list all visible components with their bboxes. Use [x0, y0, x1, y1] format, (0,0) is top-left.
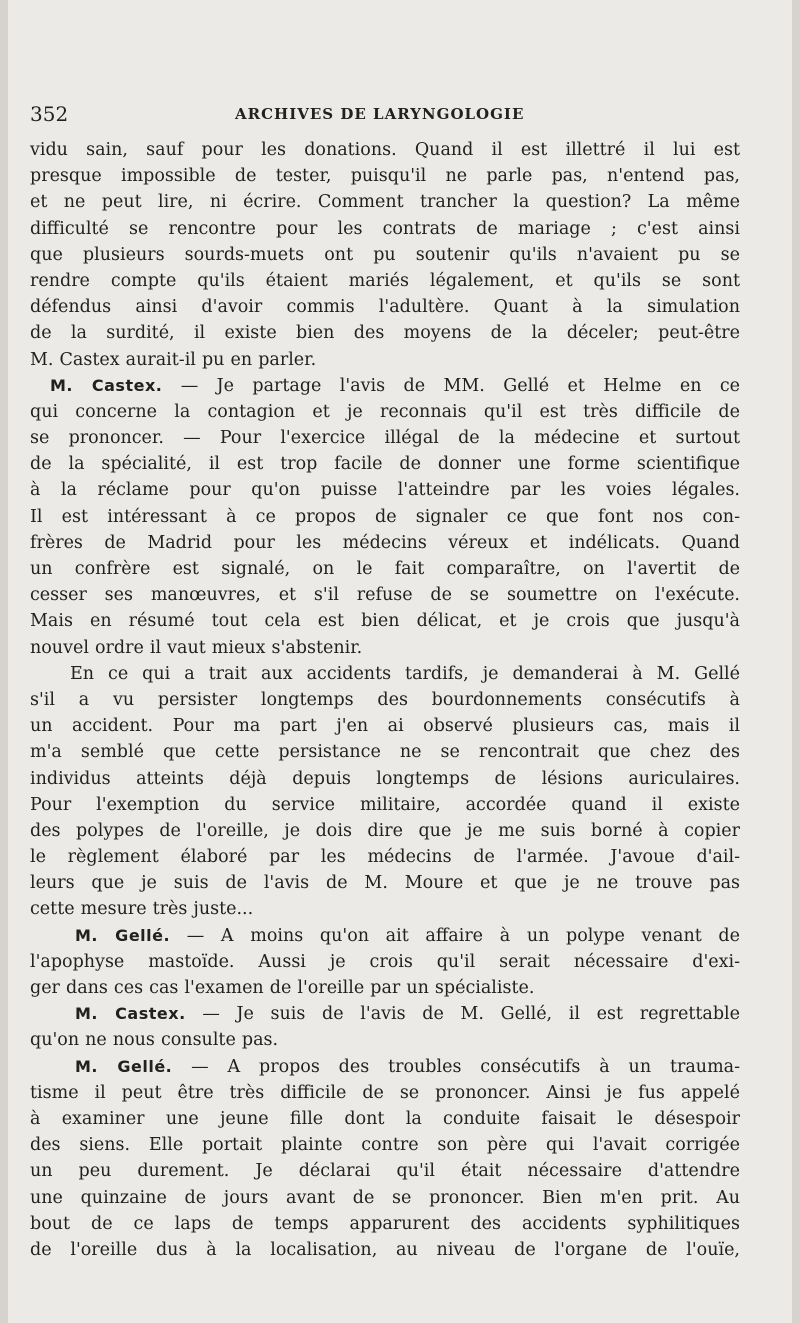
line-text: ger dans ces cas l'examen de l'oreille par un spécialiste. [30, 978, 535, 998]
speaker-name: M. Gellé. [75, 1056, 173, 1076]
text-line [30, 582, 740, 608]
text-line [30, 844, 740, 870]
line-text: cesser ses manœuvres, et s'il refuse de se soumettre on l'exécute. [30, 585, 740, 606]
text-line [30, 608, 740, 634]
line-text: une quinzaine de jours avant de se prononcer. Bien m'en prit. Au [30, 1187, 740, 1208]
line-text: à la réclame pour qu'on puisse l'atteindre par les voies légales. [30, 480, 740, 501]
line-text: — Je suis de l'avis de M. Gellé, il est regrettable [185, 1004, 741, 1025]
text-line [30, 739, 740, 765]
line-text: que plusieurs sourds-muets ont pu soutenir qu'ils n'avaient pu se [30, 244, 740, 265]
line-text: de la surdité, il existe bien des moyens de la déceler; peut-être [30, 323, 740, 344]
line-text: M. Castex aurait-il pu en parler. [30, 349, 317, 370]
text-line [30, 347, 740, 373]
line-text: — A propos des troubles consécutifs à un trauma- [172, 1056, 741, 1077]
line-text: et ne peut lire, ni écrire. Comment trancher la question? La même [30, 192, 740, 213]
line-text: individus atteints déjà depuis longtemps de lésions auriculaires. [30, 768, 740, 789]
line-text: qu'on ne nous consulte pas. [30, 1030, 279, 1051]
text-line [30, 477, 740, 503]
text-line [30, 923, 740, 949]
text-line [30, 189, 740, 215]
line-text: difficulté se rencontre pour les contrats de mariage ; c'est ainsi [30, 218, 740, 239]
text-line [30, 1080, 740, 1106]
text-line [30, 687, 740, 713]
line-text: Pour l'exemption du service militaire, accordée quand il existe [30, 794, 740, 815]
text-line [30, 661, 740, 687]
page-number: 352 [30, 102, 69, 126]
text-line [30, 451, 740, 477]
line-text: de la spécialité, il est trop facile de donner une forme scientifique [30, 454, 740, 475]
line-text: — Je partage l'avis de MM. Gellé et Helme en ce [162, 375, 741, 396]
text-line [30, 268, 740, 294]
text-line [30, 373, 740, 399]
text-line [30, 1054, 740, 1080]
line-text: nouvel ordre il vaut mieux s'abstenir. [30, 637, 363, 658]
line-text: bout de ce laps de temps apparurent des accidents syphilitiques [30, 1213, 740, 1234]
line-text: presque impossible de tester, puisqu'il ne parle pas, n'entend pas, [30, 166, 740, 187]
text-line [30, 713, 740, 739]
line-text: En ce qui a trait aux accidents tardifs, je demanderai à M. Gellé [70, 663, 740, 684]
line-text: se prononcer. — Pour l'exercice illégal de la médecine et surtout [30, 428, 740, 449]
text-line [30, 216, 740, 242]
text-line [30, 1001, 740, 1027]
text-line [30, 320, 740, 346]
line-text: vidu sain, sauf pour les donations. Quand il est illettré il lui est [30, 140, 740, 160]
text-line [30, 766, 740, 792]
text-line [30, 1185, 740, 1211]
text-line [30, 1237, 740, 1263]
speaker-name: M. Castex. [75, 1004, 186, 1024]
line-text: m'a semblé que cette persistance ne se rencontrait que chez des [30, 742, 740, 763]
speaker-name: M. Gellé. [75, 925, 171, 945]
line-text: — A moins qu'on ait affaire à un polype venant de [170, 925, 740, 946]
text-line [30, 163, 740, 189]
text-line [30, 896, 740, 922]
line-text: à examiner une jeune fille dont la conduite faisait le désespoir [30, 1108, 740, 1129]
line-text: des polypes de l'oreille, je dois dire que je me suis borné à copier [30, 820, 740, 841]
text-line [30, 1211, 740, 1237]
body-text [30, 137, 740, 1263]
line-text: cette mesure très juste... [30, 899, 254, 920]
line-text: tisme il peut être très difficile de se prononcer. Ainsi je fus appelé [30, 1082, 740, 1103]
text-line [30, 870, 740, 896]
text-line [30, 556, 740, 582]
text-line [30, 1132, 740, 1158]
line-text: l'apophyse mastoïde. Aussi je crois qu'il serait nécessaire d'exi- [30, 951, 740, 972]
text-line [30, 1027, 740, 1053]
line-text: le règlement élaboré par les médecins de l'armée. J'avoue d'ail- [30, 847, 740, 868]
text-line [30, 1106, 740, 1132]
line-text: un peu durement. Je déclarai qu'il était nécessaire d'attendre [30, 1161, 740, 1182]
line-text: s'il a vu persister longtemps des bourdonnements consécutifs à [30, 689, 740, 710]
text-line [30, 635, 740, 661]
text-line [30, 975, 740, 1001]
line-text: leurs que je suis de l'avis de M. Moure et que je ne trouve pas [30, 873, 740, 894]
speaker-name: M. Castex. [50, 375, 163, 395]
text-line [30, 949, 740, 975]
text-line [30, 818, 740, 844]
text-line [30, 399, 740, 425]
line-text: un accident. Pour ma part j'en ai observé plusieurs cas, mais il [30, 716, 740, 737]
line-text: rendre compte qu'ils étaient mariés légalement, et qu'ils se sont [30, 270, 740, 291]
line-text: qui concerne la contagion et je reconnais qu'il est très difficile de [30, 401, 740, 422]
line-text: Il est intéressant à ce propos de signaler ce que font nos con- [30, 506, 740, 527]
text-line [30, 1158, 740, 1184]
text-line [30, 137, 740, 163]
text-line [30, 294, 740, 320]
line-text: de l'oreille dus à la localisation, au niveau de l'organe de l'ouïe, [30, 1239, 740, 1260]
text-line [30, 425, 740, 451]
text-line [30, 792, 740, 818]
line-text: défendus ainsi d'avoir commis l'adultère. Quant à la simulation [30, 297, 740, 318]
line-text: des siens. Elle portait plainte contre son père qui l'avait corrigée [30, 1135, 740, 1156]
running-head [30, 99, 730, 129]
journal-title: ARCHIVES DE LARYNGOLOGIE [235, 105, 525, 123]
text-line [30, 504, 740, 530]
text-line [30, 530, 740, 556]
line-text: un confrère est signalé, on le fait comparaître, on l'avertit de [30, 559, 740, 579]
line-text: frères de Madrid pour les médecins véreux et indélicats. Quand [30, 532, 740, 553]
text-line [30, 242, 740, 268]
line-text: Mais en résumé tout cela est bien délicat, et je crois que jusqu'à [30, 611, 740, 632]
